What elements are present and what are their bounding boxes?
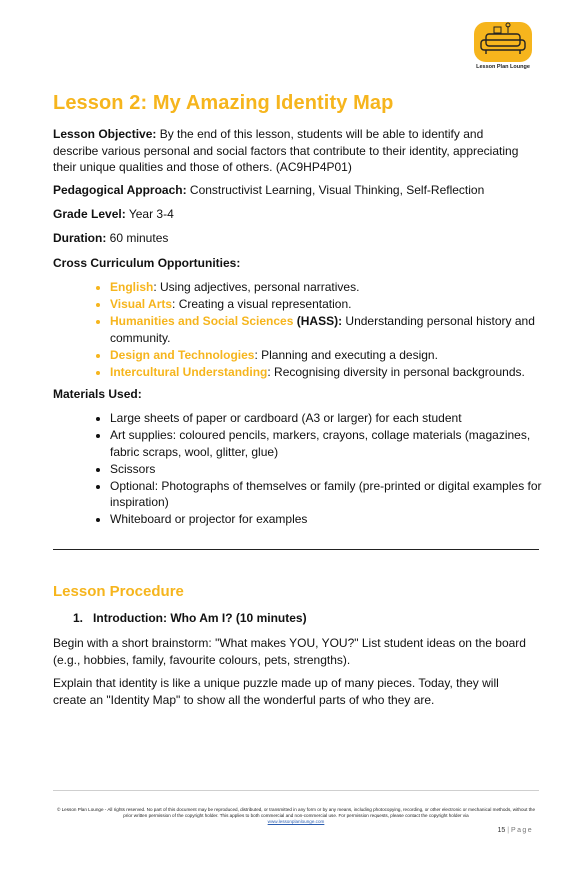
cross-curriculum-heading: Cross Curriculum Opportunities: (53, 256, 241, 270)
page-title: Lesson 2: My Amazing Identity Map (53, 92, 394, 114)
procedure-paragraph-1: Begin with a short brainstorm: "What makes YOU, YOU?" List student ideas on the board (e.g., hobbies, family, favourite colours, pets, strengths). (53, 636, 526, 667)
list-item: • Optional: Photographs of themselves or family (pre-printed or digital examples for inspiration) (110, 478, 560, 511)
website-link[interactable]: www.lessonplanlounge.com (267, 819, 325, 825)
duration (53, 230, 528, 247)
materials-list (88, 410, 560, 528)
grade-label: Grade Level: (53, 207, 126, 221)
grade-level (53, 206, 528, 223)
footer-divider (53, 790, 539, 791)
list-item: • Visual Arts: Creating a visual representation. (110, 296, 560, 313)
list-item: • Large sheets of paper or cardboard (A3 or larger) for each student (110, 410, 560, 427)
logo-text: Lesson Plan Lounge (476, 64, 530, 70)
grade-text: Year 3-4 (125, 207, 174, 221)
section-divider (53, 549, 539, 550)
copyright-footer (53, 807, 539, 826)
duration-text: 60 minutes (106, 231, 169, 245)
approach-label: Pedagogical Approach: (53, 183, 187, 197)
approach-text: Constructivist Learning, Visual Thinking, Self-Reflection (186, 183, 485, 197)
procedure-step-1: 1. Introduction: Who Am I? (10 minutes) (73, 611, 307, 625)
list-item: • Scissors (110, 461, 560, 478)
sofa-icon (472, 20, 534, 64)
page-number: 15 | Page (497, 827, 533, 834)
list-item: • English: Using adjectives, personal narratives. (110, 279, 560, 296)
copyright-text: © Lesson Plan Lounge - All rights reserved. No part of this document may be reproduced, distributed, or transmitted in any form or by any means, including photocopying, recording, or other electronic or mechanical methods, without the prior written permission of the copyright holder. This applies to both commercial and non-commercial use. For permission requests, please contact the copyright holder via (56, 807, 536, 819)
objective-label: Lesson Objective: (53, 127, 157, 141)
list-item: • Design and Technologies: Planning and executing a design. (110, 347, 560, 364)
duration-label: Duration: (53, 231, 107, 245)
list-item: • Intercultural Understanding: Recognising diversity in personal backgrounds. (110, 364, 560, 381)
procedure-paragraph-2: Explain that identity is like a unique puzzle made up of many pieces. Today, they will create an "Identity Map" to show all the wonderful parts of who they are. (53, 676, 499, 707)
procedure-heading: Lesson Procedure (53, 583, 184, 600)
list-item: • Art supplies: coloured pencils, markers, crayons, collage materials (magazines, fabric scraps, wool, glitter, glue) (110, 427, 560, 460)
brand-logo (472, 20, 534, 72)
cross-curriculum-list (88, 279, 560, 381)
list-item: • Whiteboard or projector for examples (110, 511, 560, 528)
pedagogical-approach (53, 182, 528, 199)
lesson-objective (53, 126, 528, 176)
list-item: • Humanities and Social Sciences (HASS): Understanding personal history and community. (110, 313, 560, 346)
objective-text: By the end of this lesson, students will be able to identify and describe various personal and social factors that contribute to their identity, appreciating their unique qualities and those of others. (AC9HP4P01) (53, 127, 519, 174)
materials-heading: Materials Used: (53, 387, 142, 401)
